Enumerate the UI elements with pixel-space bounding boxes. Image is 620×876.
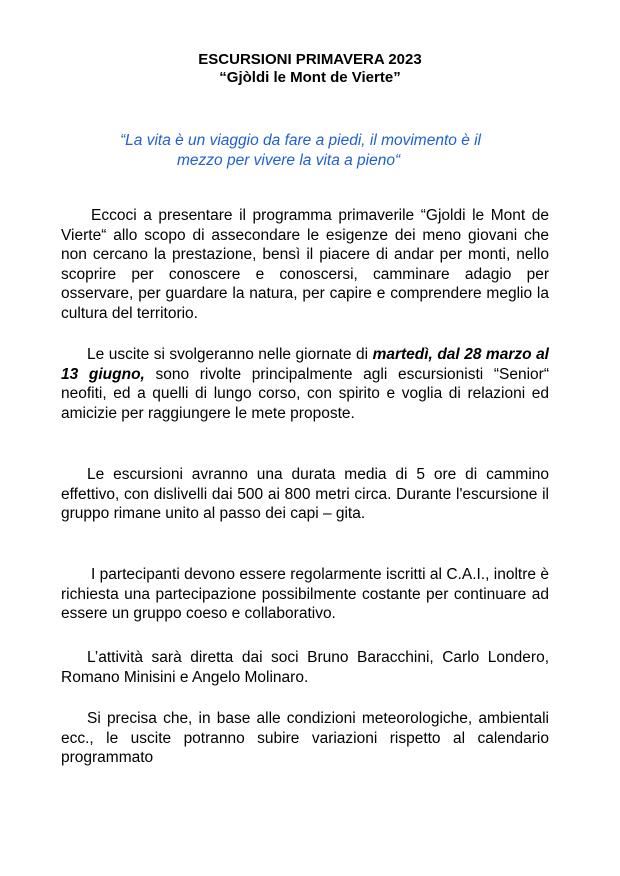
quote-line-2: mezzo per vivere la vita a pieno“ <box>177 152 401 169</box>
paragraph-schedule <box>61 345 549 423</box>
epigraph-quote <box>120 131 560 171</box>
schedule-text-after: sono rivolte principalmente agli escursionisti “Senior“ neofiti, ed a quelli di lungo corso, con spirito e voglia di relazioni ed amicizie per raggiungere le mete proposte. <box>61 365 550 422</box>
paragraph-introduction: Eccoci a presentare il programma primaverile “Gjoldi le Mont de Vierte“ allo scopo di assecondare le esigenze dei meno giovani che non cercano la prestazione, bensì il piacere di andar per monti, nello scoprire per conoscere e conoscersi, camminare adagio per osservare, per guardare la natura, per capire e comprendere meglio la cultura del territorio. <box>61 207 549 322</box>
title-block <box>0 51 620 87</box>
schedule-text-before: Le uscite si svolgeranno nelle giornate di <box>87 346 373 363</box>
paragraph-participants: I partecipanti devono essere regolarmente iscritti al C.A.I., inoltre è richiesta una partecipazione possibilmente costante per continuare ad essere un gruppo coeso e collaborativo. <box>61 566 549 622</box>
schedule-dates-emphasis: martedì, dal 28 marzo al 13 giugno, <box>61 346 549 383</box>
paragraph-leaders: L’attività sarà diretta dai soci Bruno Baracchini, Carlo Londero, Romano Minisini e Angelo Molinaro. <box>61 649 549 686</box>
page-subtitle: “Gjòldi le Mont de Vierte” <box>219 69 401 86</box>
quote-line-1: “La vita è un viaggio da fare a piedi, il movimento è il <box>120 132 482 149</box>
page-title: ESCURSIONI PRIMAVERA 2023 <box>198 51 422 68</box>
paragraph-disclaimer: Si precisa che, in base alle condizioni meteorologiche, ambientali ecc., le uscite potranno subire variazioni rispetto al calendario programmato <box>61 710 549 766</box>
paragraph-duration: Le escursioni avranno una durata media di 5 ore di cammino effettivo, con dislivelli dai 500 ai 800 metri circa. Durante l'escursione il gruppo rimane unito al passo dei capi – gita. <box>61 466 549 522</box>
